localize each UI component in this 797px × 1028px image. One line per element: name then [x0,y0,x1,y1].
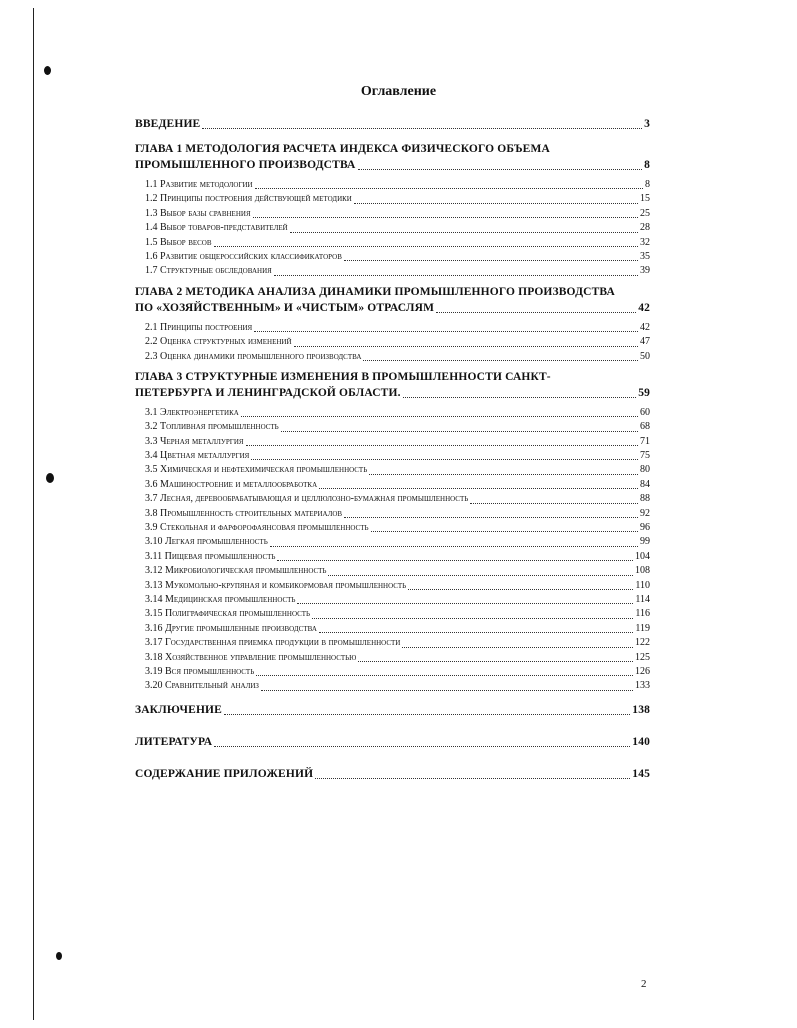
toc-section-label: 3.12 Микробиологическая промышленность [145,565,327,577]
toc-section-item[interactable] [135,207,650,221]
leader-dots [255,188,643,189]
scan-blot [56,952,62,960]
leader-dots [281,431,638,432]
leader-dots [214,246,638,247]
chapter-title-line: ПО «ХОЗЯЙСТВЕННЫМ» И «ЧИСТЫМ» ОТРАСЛЯМ [135,301,435,314]
toc-entry-page: 140 [632,735,650,748]
toc-section-page: 68 [640,421,650,433]
leader-dots [253,217,638,218]
toc-section-item[interactable] [135,335,650,349]
toc-section-item[interactable] [135,420,650,434]
toc-section-label: 3.2 Топливная промышленность [145,421,279,433]
toc-section-page: 71 [640,435,650,447]
toc-section-item[interactable] [135,478,650,492]
toc-section-label: 1.7 Структурные обследования [145,265,272,277]
toc-section-page: 50 [640,350,650,362]
toc-section-page: 122 [635,637,650,649]
toc-section-item[interactable] [135,221,650,235]
chapter-title-line: ГЛАВА 1 МЕТОДОЛОГИЯ РАСЧЕТА ИНДЕКСА ФИЗИЧЕСКОГО ОБЪЕМА [135,143,550,155]
leader-dots [297,603,633,604]
leader-dots [369,474,638,475]
toc-section-label: 3.19 Вся промышленность [145,665,255,677]
toc-section-item[interactable] [135,636,650,650]
toc-section-page: 42 [640,321,650,333]
toc-section-label: 3.6 Машиностроение и металлообработка [145,478,318,490]
toc-section-item[interactable] [135,622,650,636]
toc-section-item[interactable] [135,679,650,693]
leader-dots [319,632,633,633]
toc-section-label: 3.13 Мукомольно-крупяная и комбикормовая промышленность [145,579,407,591]
leader-dots [256,675,633,676]
toc-section-page: 25 [640,207,650,219]
toc-entry-page: 145 [632,767,650,780]
chapter-title-line: ГЛАВА 2 МЕТОДИКА АНАЛИЗА ДИНАМИКИ ПРОМЫШЛЕННОГО ПРОИЗВОДСТВА [135,285,615,298]
leader-dots [319,488,638,489]
scan-blot [44,66,51,75]
leader-dots [354,203,638,204]
toc-section-page: 8 [645,178,650,190]
toc-section-label: 3.1 Электроэнергетика [145,406,239,418]
toc-section-label: 2.3 Оценка динамики промышленного производства [145,350,362,362]
toc-section-item[interactable] [135,250,650,264]
toc-section-label: 1.6 Развитие общероссийских классификаторов [145,250,342,262]
toc-section-label: 3.11 Пищевая промышленность [145,550,276,562]
leader-dots [224,714,630,715]
toc-section-item[interactable] [135,178,650,192]
toc-section-page: 96 [640,522,650,534]
toc-section-page: 108 [635,565,650,577]
leader-dots [214,746,630,747]
leader-dots [363,360,638,361]
toc-section-item[interactable] [135,192,650,206]
toc-section-item[interactable] [135,593,650,607]
leader-dots [312,618,633,619]
toc-section-page: 133 [635,680,650,692]
toc-entry-label: ЛИТЕРАТУРА [135,735,213,748]
toc-section-page: 75 [640,450,650,462]
toc-section-label: 1.2 Принципы построения действующей методики [145,193,352,205]
toc-section-page: 32 [640,236,650,248]
toc-entry-page: 59 [638,386,650,399]
toc-section-page: 15 [640,193,650,205]
toc-section-label: 3.5 Химическая и нефтехимическая промышленность [145,464,368,476]
page-title: Оглавление [360,84,437,99]
leader-dots [344,517,638,518]
toc-section-page: 116 [635,608,650,620]
leader-dots [277,560,633,561]
toc-entry-label: ЗАКЛЮЧЕНИЕ [135,703,222,716]
toc-section-label: 3.16 Другие промышленные производства [145,622,317,634]
leader-dots [436,312,636,313]
leader-dots [246,445,638,446]
leader-dots [241,416,638,417]
toc-section-label: 3.18 Хозяйственное управление промышленностью [145,651,357,663]
toc-section-page: 28 [640,222,650,234]
toc-chapter-1[interactable] [135,142,650,173]
toc-section-label: 2.1 Принципы построения [145,321,253,333]
toc-entry-page: 8 [644,159,650,171]
toc-section-item[interactable] [135,607,650,621]
toc-section-page: 126 [635,665,650,677]
toc-section-item[interactable] [135,521,650,535]
toc-section-item[interactable] [135,406,650,420]
leader-dots [274,275,638,276]
toc-section-item[interactable] [135,236,650,250]
toc-section-page: 99 [640,536,650,548]
toc-section-label: 3.17 Государственная приемка продукции в промышленности [145,637,401,649]
toc-section-label: 3.20 Сравнительный анализ [145,680,259,692]
leader-dots [202,128,642,129]
toc-section-page: 35 [640,250,650,262]
toc-section-item[interactable] [135,665,650,679]
leader-dots [254,331,638,332]
toc-section-page: 84 [640,478,650,490]
toc-section-item[interactable] [135,463,650,477]
toc-entry-conclusion[interactable] [135,702,650,718]
toc-section-item[interactable] [135,579,650,593]
toc-section-label: 3.7 Лесная, деревообрабатывающая и целлюлозно-бумажная промышленность [145,493,469,505]
toc-section-label: 3.9 Стекольная и фарфорофаянсовая промышленность [145,522,369,534]
toc-section-page: 47 [640,336,650,348]
page-number: 2 [641,978,647,990]
toc-entry-label: ВВЕДЕНИЕ [135,118,201,130]
toc-section-label: 1.1 Развитие методологии [145,178,253,190]
leader-dots [344,260,638,261]
toc-section-label: 3.8 Промышленность строительных материалов [145,507,343,519]
leader-dots [402,647,633,648]
toc-section-item[interactable] [135,449,650,463]
toc-section-page: 104 [635,550,650,562]
toc-section-item[interactable] [135,264,650,278]
toc-section-label: 2.2 Оценка структурных изменений [145,336,292,348]
toc-section-item[interactable] [135,550,650,564]
chapter-title-line: ПРОМЫШЛЕННОГО ПРОИЗВОДСТВА [135,159,356,171]
leader-dots [270,546,638,547]
toc-section-label: 1.5 Выбор весов [145,236,212,248]
toc-section-page: 125 [635,651,650,663]
leader-dots [403,397,637,398]
leader-dots [358,169,643,170]
toc-section-page: 60 [640,406,650,418]
scan-edge-line [33,8,34,1020]
toc-section-item[interactable] [135,492,650,506]
table-of-contents [135,116,650,782]
toc-section-item[interactable] [135,535,650,549]
toc-section-page: 88 [640,493,650,505]
scan-blot [46,473,54,483]
toc-chapter-2[interactable] [135,285,650,316]
toc-section-page: 114 [635,593,650,605]
toc-section-item[interactable] [135,651,650,665]
chapter-title-line: ГЛАВА 3 СТРУКТУРНЫЕ ИЗМЕНЕНИЯ В ПРОМЫШЛЕННОСТИ САНКТ- [135,370,551,383]
toc-section-label: 3.10 Легкая промышленность [145,536,268,548]
toc-section-item[interactable] [135,350,650,364]
leader-dots [470,503,638,504]
leader-dots [358,661,633,662]
leader-dots [408,589,633,590]
toc-section-label: 3.4 Цветная металлургия [145,450,250,462]
toc-section-page: 119 [635,622,650,634]
chapter-2-sections [135,321,650,364]
toc-section-label: 3.3 Черная металлургия [145,435,244,447]
toc-section-page: 110 [635,579,650,591]
toc-chapter-3[interactable] [135,370,650,401]
leader-dots [371,531,639,532]
toc-entry-page: 42 [638,301,650,314]
toc-section-label: 3.14 Медицинская промышленность [145,593,296,605]
toc-entry-literature[interactable] [135,734,650,750]
toc-section-label: 3.15 Полиграфическая промышленность [145,608,311,620]
toc-entry-page: 3 [644,118,650,130]
toc-section-item[interactable] [135,564,650,578]
leader-dots [315,778,630,779]
leader-dots [251,459,638,460]
leader-dots [328,575,633,576]
toc-entry-page: 138 [632,703,650,716]
toc-section-item[interactable] [135,435,650,449]
toc-section-page: 92 [640,507,650,519]
toc-section-item[interactable] [135,507,650,521]
toc-section-page: 39 [640,265,650,277]
chapter-3-sections [135,406,650,694]
toc-section-label: 1.3 Выбор базы сравнения [145,207,251,219]
toc-entry-intro[interactable] [135,116,650,132]
chapter-1-sections [135,178,650,279]
leader-dots [261,690,633,691]
leader-dots [294,346,638,347]
toc-section-label: 1.4 Выбор товаров-представителей [145,222,288,234]
toc-section-item[interactable] [135,321,650,335]
toc-entry-label: СОДЕРЖАНИЕ ПРИЛОЖЕНИЙ [135,767,314,780]
toc-section-page: 80 [640,464,650,476]
chapter-title-line: ПЕТЕРБУРГА И ЛЕНИНГРАДСКОЙ ОБЛАСТИ. [135,386,401,399]
toc-entry-appendix[interactable] [135,766,650,782]
leader-dots [290,232,638,233]
